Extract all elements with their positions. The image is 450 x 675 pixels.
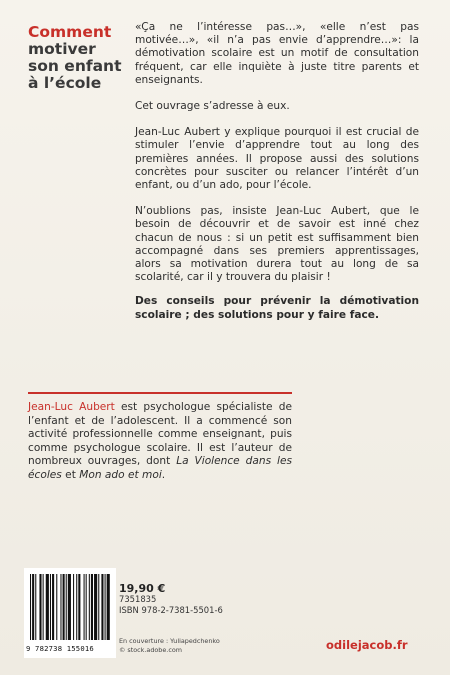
author-name: Jean-Luc Aubert [28,401,115,413]
bio-conjunction: et [61,468,80,481]
author-bio [28,401,292,483]
isbn: ISBN 978-2-7381-5501-6 [119,605,223,615]
book-title-1: La Violence dans les écoles [28,455,292,481]
divider-rule [28,392,292,394]
book-title-2: Mon ado et moi [79,468,162,481]
title-line-1: Comment [28,23,112,41]
blurb-paragraph-3: Jean-Luc Aubert y explique pourquoi il est crucial de stimuler l’envie d’apprendre tout au long des premières années. Il propose aussi des solutions concrètes pour susciter ou relancer l’intérêt d’un enfant, ou d’un ado, pour l’école. [135,126,419,192]
title-line-4: à l’école [28,74,102,92]
title-line-2: motiver [28,40,96,58]
bio-end: . [161,468,166,481]
book-title [28,24,124,92]
blurb [135,21,419,335]
product-code: 7351835 [119,594,157,604]
barcode-bars-icon [28,574,112,642]
barcode-digits: 9 782738 155016 [26,644,94,653]
barcode [24,568,116,658]
price-block [119,583,223,616]
title-line-3: son enfant [28,57,122,75]
publisher-url[interactable]: odilejacob.fr [326,638,408,652]
blurb-paragraph-1: «Ça ne l’intéresse pas…», «elle n’est pas motivée…», «il n’a pas envie d’apprendre…»: la démotivation scolaire est un motif de consultation fréquent, car elle inquiète à juste titre parents et enseignants. [135,21,419,86]
credit-line-1: En couverture : Yuliapedchenko [119,637,220,645]
cover-credits [119,637,220,654]
price: 19,90 € [119,582,166,595]
credit-line-2: © stock.adobe.com [119,645,182,654]
bio-text: est psychologue spécialiste de l’enfant et de l’adolescent. Il a commencé son activité professionnelle comme enseignant, puis comme psychologue scolaire. Il est l’auteur de nombreux ouvrages, dont [28,401,292,468]
blurb-paragraph-4: N’oublions pas, insiste Jean-Luc Aubert, que le besoin de découvrir et de savoir est inné chez chacun de nous : si un petit est suffisamment bien accompagné dans ses premiers apprentissages, alors sa motivation durera tout au long de sa scolarité, car il y trouvera du plaisir ! [135,205,419,284]
blurb-tagline: Des conseils pour prévenir la démotivation scolaire ; des solutions pour y faire face. [135,295,419,321]
blurb-paragraph-2: Cet ouvrage s’adresse à eux. [135,100,290,113]
